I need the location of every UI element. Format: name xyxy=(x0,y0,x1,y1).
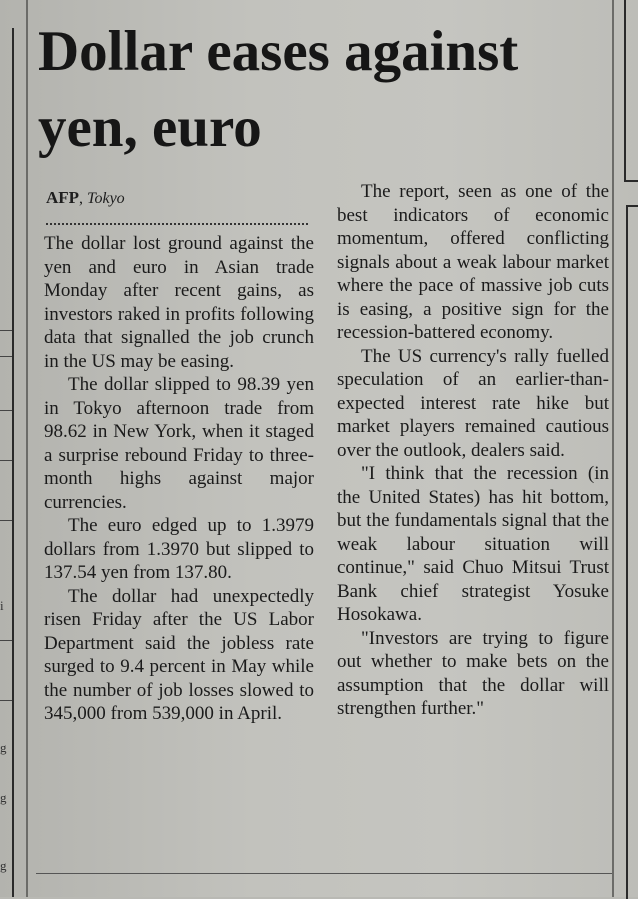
adjacent-box-border xyxy=(626,205,638,899)
headline-line: Dollar eases against xyxy=(38,20,519,83)
article-paragraph: The dollar lost ground against the yen and euro in Asian trade Monday after recent gains, as investors raked in profits following data that signalled the job crunch in the US may be easing. xyxy=(44,233,314,372)
article-paragraph: The US currency's rally fuelled speculation of an earlier-than-expected interest rate hike but market players remained cautious over the outlook, dealers said. xyxy=(337,345,609,461)
article-paragraph: The report, seen as one of the best indicators of economic momentum, offered conflicting signals about a weak labour market where the pace of massive job cuts is easing, a positive sign for the recession-battered economy. xyxy=(337,181,609,343)
adjacent-column-fragment: g xyxy=(0,858,7,873)
article-paragraph: "I think that the recession (in the United States) has hit bottom, but the fundamentals signal that the weak labour situation will continue," said Chuo Mitsui Trust Bank chief strategist Yosuke Hosokawa. xyxy=(337,463,609,625)
article-headline xyxy=(38,14,612,166)
adjacent-column-left xyxy=(0,0,28,897)
article-paragraph: The dollar slipped to 98.39 yen in Tokyo afternoon trade from 98.62 in New York, when it staged a surprise rebound Friday to three-month highs against major currencies. xyxy=(44,374,314,513)
byline-agency: AFP xyxy=(46,188,80,207)
article-byline: AFP, Tokyo xyxy=(46,188,125,207)
adjacent-column-tick xyxy=(0,460,12,461)
article-column-2 xyxy=(337,180,609,721)
adjacent-column-fragment: g xyxy=(0,790,7,805)
article-paragraph: The dollar had unexpectedly risen Friday after the US Labor Department said the jobless rate surged to 9.4 percent in May while the number of job losses slowed to 345,000 from 539,000 in April. xyxy=(44,585,314,724)
byline-dotted-rule xyxy=(46,223,308,225)
headline-line: yen, euro xyxy=(38,96,262,159)
adjacent-column-tick xyxy=(0,330,12,331)
adjacent-box-border xyxy=(624,0,638,182)
adjacent-column-rule xyxy=(12,28,14,897)
adjacent-column-fragment: i xyxy=(0,598,4,613)
article-paragraph: "Investors are trying to figure out whether to make bets on the assumption that the dollar will strengthen further." xyxy=(337,627,609,719)
column-divider xyxy=(612,0,614,897)
adjacent-column-tick xyxy=(0,700,12,701)
bottom-rule xyxy=(36,873,612,874)
adjacent-column-tick xyxy=(0,410,12,411)
article-paragraph: The euro edged up to 1.3979 dollars from 1.3970 but slipped to 137.54 yen from 137.80. xyxy=(44,515,314,583)
adjacent-column-tick xyxy=(0,520,12,521)
article-column-1 xyxy=(44,232,314,726)
adjacent-column-tick xyxy=(0,640,12,641)
adjacent-column-tick xyxy=(0,356,12,357)
adjacent-column-fragment: g xyxy=(0,740,7,755)
column-divider xyxy=(26,0,28,897)
byline-dateline: Tokyo xyxy=(87,190,125,207)
